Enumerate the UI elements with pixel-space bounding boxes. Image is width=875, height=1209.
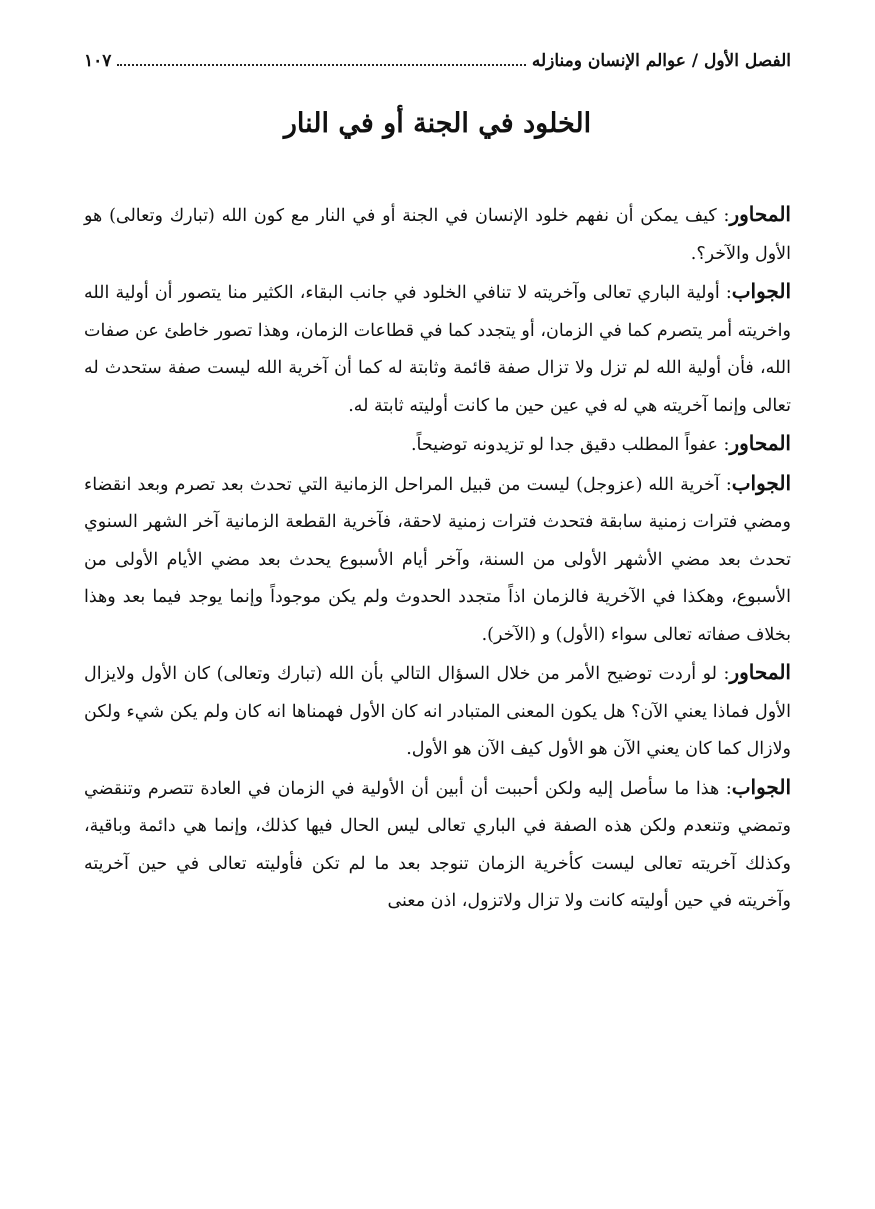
paragraph-text: : هذا ما سأصل إليه ولكن أحببت أن أبين أن الأولية في الزمان في العادة تتصرم وتنقضي وتمضي وتنعدم ولكن هذه الصفة في الباري تعالى ليس الحال فيها كذلك، وإنما هي دائمة وباقية، وكذلك آخريته تعالى ليست كأخرية الزمان تنوجد بعد ما لم تكن فأوليته تعالى في حين آخريته وآخريته في حين أوليته كانت ولا تزال ولاتزول، اذن معنى [84, 778, 791, 911]
dialogue-paragraph [84, 425, 791, 465]
dot-leader [117, 64, 525, 66]
speaker-label: الجواب [731, 470, 791, 495]
paragraph-text: : لو أردت توضيح الأمر من خلال السؤال التالي بأن الله (تبارك وتعالى) كان الأول ولايزال الأول فماذا يعني الآن؟ هل يكون المعنى المتبادر انه كان الأول فهمناها انه كان ولم يكن شيء ولكن ولازال كما كان يعني الآن هو الأول كيف الآن هو الأول. [84, 664, 791, 759]
dialogue-paragraph [84, 465, 791, 655]
speaker-label: المحاور [729, 660, 791, 684]
speaker-label: المحاور [729, 431, 791, 455]
speaker-label: الجواب [731, 774, 791, 799]
paragraph-text: : عفواً المطلب دقيق جدا لو تزيدونه توضيحاً. [410, 435, 730, 455]
paragraph-text: : أولية الباري تعالى وآخريته لا تنافي الخلود في جانب البقاء، الكثير منا يتصور أن أولية الله واخريته أمر يتصرم كما في الزمان، أو يتجدد كما في قطاعات الزمان، وهذا تصور خاطئ عن صفات الله، فأن أولية الله لم تزل ولا تزال صفة قائمة وثابتة له كما أن آخرية الله ليست صفة ستحدث له تعالى وإنما آخريته هي له في عين حين ما كانت أوليته ثابتة له. [84, 283, 791, 416]
section-title: الخلود في الجنة أو في النار [283, 108, 592, 139]
dialogue-paragraph [84, 769, 791, 921]
speaker-label: المحاور [729, 202, 791, 226]
chapter-heading: الفصل الأول / عوالم الإنسان ومنازله [531, 51, 791, 71]
dialogue-paragraph [84, 273, 791, 425]
dialogue-paragraph [84, 196, 791, 273]
dialogue-paragraph [84, 654, 791, 769]
running-header [84, 40, 791, 70]
dialogue-body [84, 196, 791, 921]
paragraph-text: : كيف يمكن أن نفهم خلود الإنسان في الجنة أو في النار مع كون الله (تبارك وتعالى) هو الأول والآخر؟. [84, 206, 791, 264]
page-number: ١٠٧ [84, 51, 112, 71]
speaker-label: الجواب [731, 279, 791, 303]
paragraph-text: : آخرية الله (عزوجل) ليست من قبيل المراحل الزمانية التي تحدث بعد تصرم وبعد انقضاء ومضي فترات زمنية سابقة فتحدث فترات زمنية لاحقة، فآخرية القطعة الزمانية آخر الشهر السنوي تحدث بعد مضي الأشهر الأولى من السنة، وآخر أيام الأسبوع يحدث بعد مضي الأيام الأولى من الأسبوع، وهكذا في الآخرية فالزمان اذاً متجدد الحدوث ولم يكن موجوداً وإنما يوجد فيما بعد وهذا بخلاف صفاته تعالى سواء (الأول) و (الآخر). [84, 474, 791, 645]
